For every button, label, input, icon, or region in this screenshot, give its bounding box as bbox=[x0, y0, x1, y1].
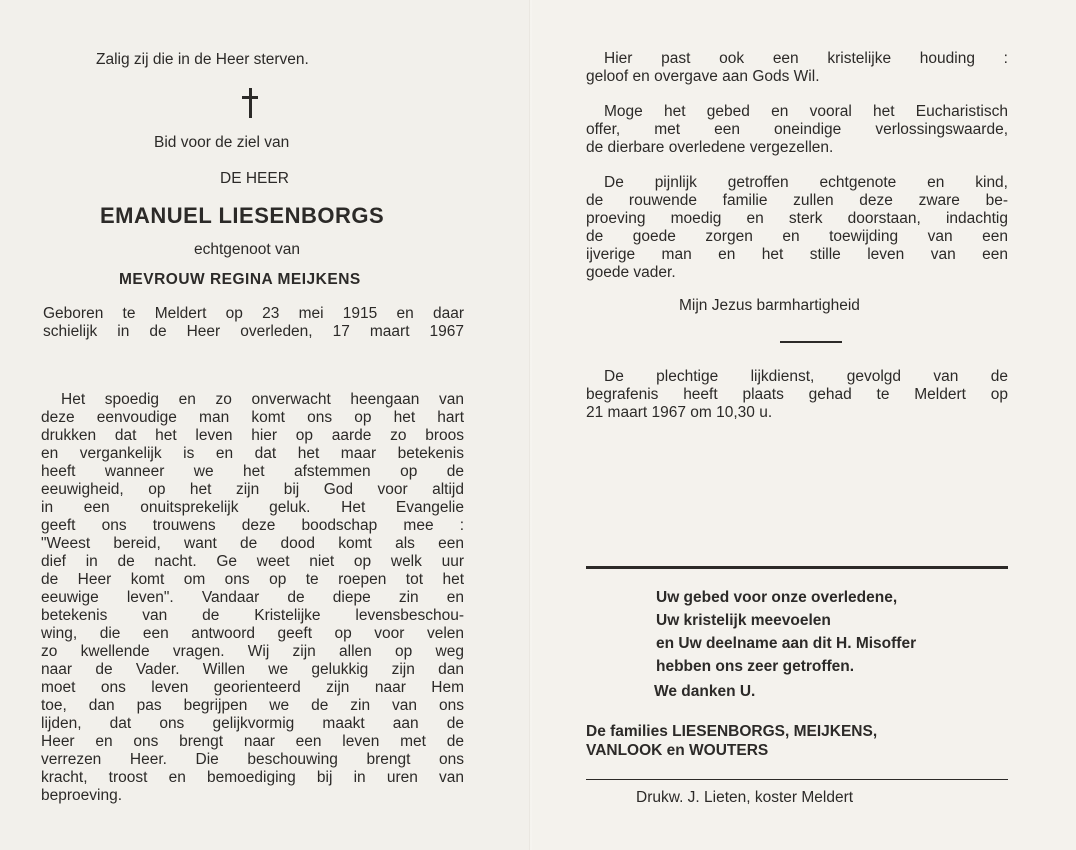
thanks-line-1: Uw gebed voor onze overledene, bbox=[656, 589, 898, 606]
prayer-text: Mijn Jezus barmhartigheid bbox=[679, 297, 860, 314]
families-line-2: VANLOOK en WOUTERS bbox=[586, 742, 769, 759]
thanks-line-4: hebben ons zeer getroffen. bbox=[656, 658, 855, 675]
short-divider bbox=[780, 341, 842, 343]
para2-text: Moge het gebed en vooral het Eucharistisch offer, met een oneindige verlossingswaarde, de dierbare overledene vergezellen. bbox=[586, 103, 1008, 156]
thin-divider bbox=[586, 779, 1008, 780]
thanks-line-5: We danken U. bbox=[654, 683, 756, 700]
para1-text: Hier past ook een kristelijke houding : geloof en overgave aan Gods Wil. bbox=[586, 50, 1008, 85]
cross-icon bbox=[240, 88, 260, 118]
body-text: Het spoedig en zo onverwacht heengaan van deze eenvoudige man komt ons op het hart drukken dat het leven hier op aarde zo broos en vergankelijk is en dat het maar betekenis heeft wanneer we het afstemmen op de eeuwigheid, op het zijn bij God voor altijd in een onuitsprekelijk geluk. Het Evangelie geeft ons trouwens deze boodschap mee : "Weest bereid, want de dood komt als een dief in de nacht. Ge weet niet op welk uur de Heer komt om ons op te roepen tot het eeuwige leven". Vandaar de diepe zin en betekenis van de Kristelijke levensbeschou- wing, die een antwoord geeft op voor velen zo kwellende vragen. Wij zijn allen op weg naar de Vader. Willen we gelukkig zijn dan moet ons leven georienteerd zijn naar Hem toe, dan pas begrijpen we de zin van ons lijden, dat ons gelijkvormig maakt aan de Heer en ons brengt naar een leven met de verrezen Heer. Die beschouwing brengt ons kracht, troost en bemoediging bij in uren van beproeving. bbox=[41, 391, 464, 804]
thanks-line-2: Uw kristelijk meevoelen bbox=[656, 612, 831, 629]
spouse-of-text: echtgenoot van bbox=[194, 241, 301, 258]
thanks-line-3: en Uw deelname aan dit H. Misoffer bbox=[656, 635, 917, 652]
families-line-1: De families LIESENBORGS, MEIJKENS, bbox=[586, 723, 878, 740]
left-page bbox=[0, 0, 530, 850]
thick-divider bbox=[586, 566, 1008, 569]
pray-for-text: Bid voor de ziel van bbox=[154, 134, 290, 151]
born-died-text: Geboren te Meldert op 23 mei 1915 en daar schielijk in de Heer overleden, 17 maart 1967 bbox=[43, 305, 464, 340]
printer-text: Drukw. J. Lieten, koster Meldert bbox=[636, 789, 854, 806]
para3-text: De pijnlijk getroffen echtgenote en kind, de rouwende familie zullen deze zware be- proeving moedig en sterk doorstaan, indachtig de goede zorgen en toewijding van een ijverige man en het stille leven van een goede vader. bbox=[586, 174, 1008, 281]
funeral-text: De plechtige lijkdienst, gevolgd van de begrafenis heeft plaats gehad te Meldert op 21 maart 1967 om 10,30 u. bbox=[586, 368, 1008, 421]
heading-text: Zalig zij die in de Heer sterven. bbox=[96, 51, 309, 68]
title-text: DE HEER bbox=[220, 170, 289, 187]
right-page bbox=[532, 0, 1076, 850]
spouse-name: MEVROUW REGINA MEIJKENS bbox=[119, 271, 361, 288]
deceased-name: EMANUEL LIESENBORGS bbox=[100, 203, 385, 228]
